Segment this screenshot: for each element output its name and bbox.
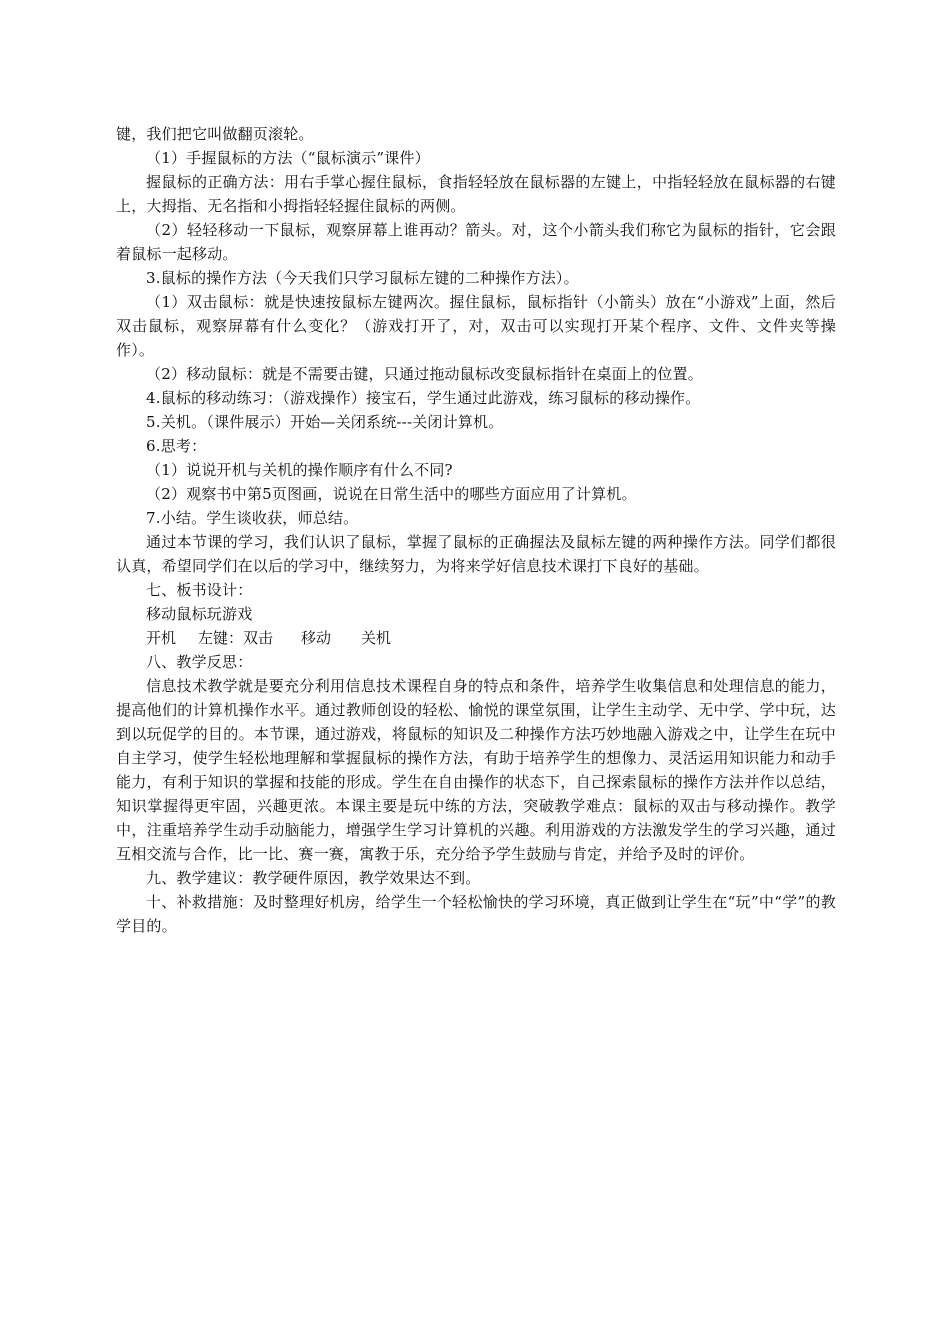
paragraph-summary-heading: 7.小结。学生谈收获，师总结。 <box>146 509 359 527</box>
paragraph-suggestion: 九、教学建议：教学硬件原因，教学效果达不到。 <box>146 869 481 887</box>
paragraph-move-mouse-pointer: （2）轻轻移动一下鼠标，观察屏幕上谁再动？箭头。对，这个小箭头我们称它为鼠标的指针，它会跟着鼠标一起移动。 <box>116 221 836 263</box>
board-item-power-off: 关机 <box>361 629 392 647</box>
paragraph-move-practice: 4.鼠标的移动练习：（游戏操作）接宝石，学生通过此游戏，练习鼠标的移动操作。 <box>146 389 701 407</box>
paragraph-scroll-wheel: 键，我们把它叫做翻页滚轮。 <box>116 125 314 143</box>
board-title: 移动鼠标玩游戏 <box>146 605 253 623</box>
paragraph-remedial-measures: 十、补救措施：及时整理好机房，给学生一个轻松愉快的学习环境，真正做到让学生在“玩”中“学”的教学目的。 <box>116 893 836 935</box>
paragraph-double-click: （1）双击鼠标：就是快速按鼠标左键两次。握住鼠标，鼠标指针（小箭头）放在“小游戏”上面，然后双击鼠标，观察屏幕有什么变化？（游戏打开了，对，双击可以实现打开某个程序、文件、文件夹等操作）。 <box>116 293 836 359</box>
board-items-row <box>116 626 836 650</box>
paragraph-move-mouse: （2）移动鼠标：就是不需要击键，只通过拖动鼠标改变鼠标指针在桌面上的位置。 <box>146 365 703 383</box>
paragraph-thinking: 6.思考： <box>146 437 207 455</box>
paragraph-summary: 通过本节课的学习，我们认识了鼠标，掌握了鼠标的正确握法及鼠标左键的两种操作方法。同学们都很认真，希望同学们在以后的学习中，继续努力，为将来学好信息技术课打下良好的基础。 <box>116 533 836 575</box>
board-item-move: 移动 <box>301 629 332 647</box>
paragraph-correct-grip: 握鼠标的正确方法：用右手掌心握住鼠标，食指轻轻放在鼠标器的左键上，中指轻轻放在鼠标器的右键上，大拇指、无名指和小拇指轻轻握住鼠标的两侧。 <box>116 173 836 215</box>
board-item-left-double-click: 左键：双击 <box>198 629 274 647</box>
paragraph-question-2: （2）观察书中第5页图画，说说在日常生活中的哪些方面应用了计算机。 <box>146 485 637 503</box>
paragraph-hold-mouse-method: （1）手握鼠标的方法（“鼠标演示”课件） <box>146 149 430 167</box>
heading-reflection: 八、教学反思： <box>146 653 253 671</box>
paragraph-operation-methods: 3.鼠标的操作方法（今天我们只学习鼠标左键的二种操作方法）。 <box>146 269 579 287</box>
paragraph-shutdown: 5.关机。（课件展示）开始—关闭系统---关闭计算机。 <box>146 413 504 431</box>
document-page <box>116 122 836 938</box>
paragraph-reflection: 信息技术教学就是要充分利用信息技术课程自身的特点和条件，培养学生收集信息和处理信息的能力，提高他们的计算机操作水平。通过教师创设的轻松、愉悦的课堂氛围，让学生主动学、无中学、学中玩，达到以玩促学的目的。本节课，通过游戏，将鼠标的知识及二种操作方法巧妙地融入游戏之中，让学生在玩中自主学习，使学生轻松地理解和掌握鼠标的操作方法，有助于培养学生的想像力、灵活运用知识能力和动手能力，有利于知识的掌握和技能的形成。学生在自由操作的状态下，自己探索鼠标的操作方法并作以总结，知识掌握得更牢固，兴趣更浓。本课主要是玩中练的方法，突破教学难点：鼠标的双击与移动操作。教学中，注重培养学生动手动脑能力，增强学生学习计算机的兴趣。利用游戏的方法激发学生的学习兴趣，通过互相交流与合作，比一比、赛一赛，寓教于乐，充分给予学生鼓励与肯定，并给予及时的评价。 <box>116 677 836 863</box>
board-item-power-on: 开机 <box>146 629 177 647</box>
heading-board-design: 七、板书设计： <box>146 581 253 599</box>
paragraph-question-1: （1）说说开机与关机的操作顺序有什么不同? <box>146 461 453 479</box>
